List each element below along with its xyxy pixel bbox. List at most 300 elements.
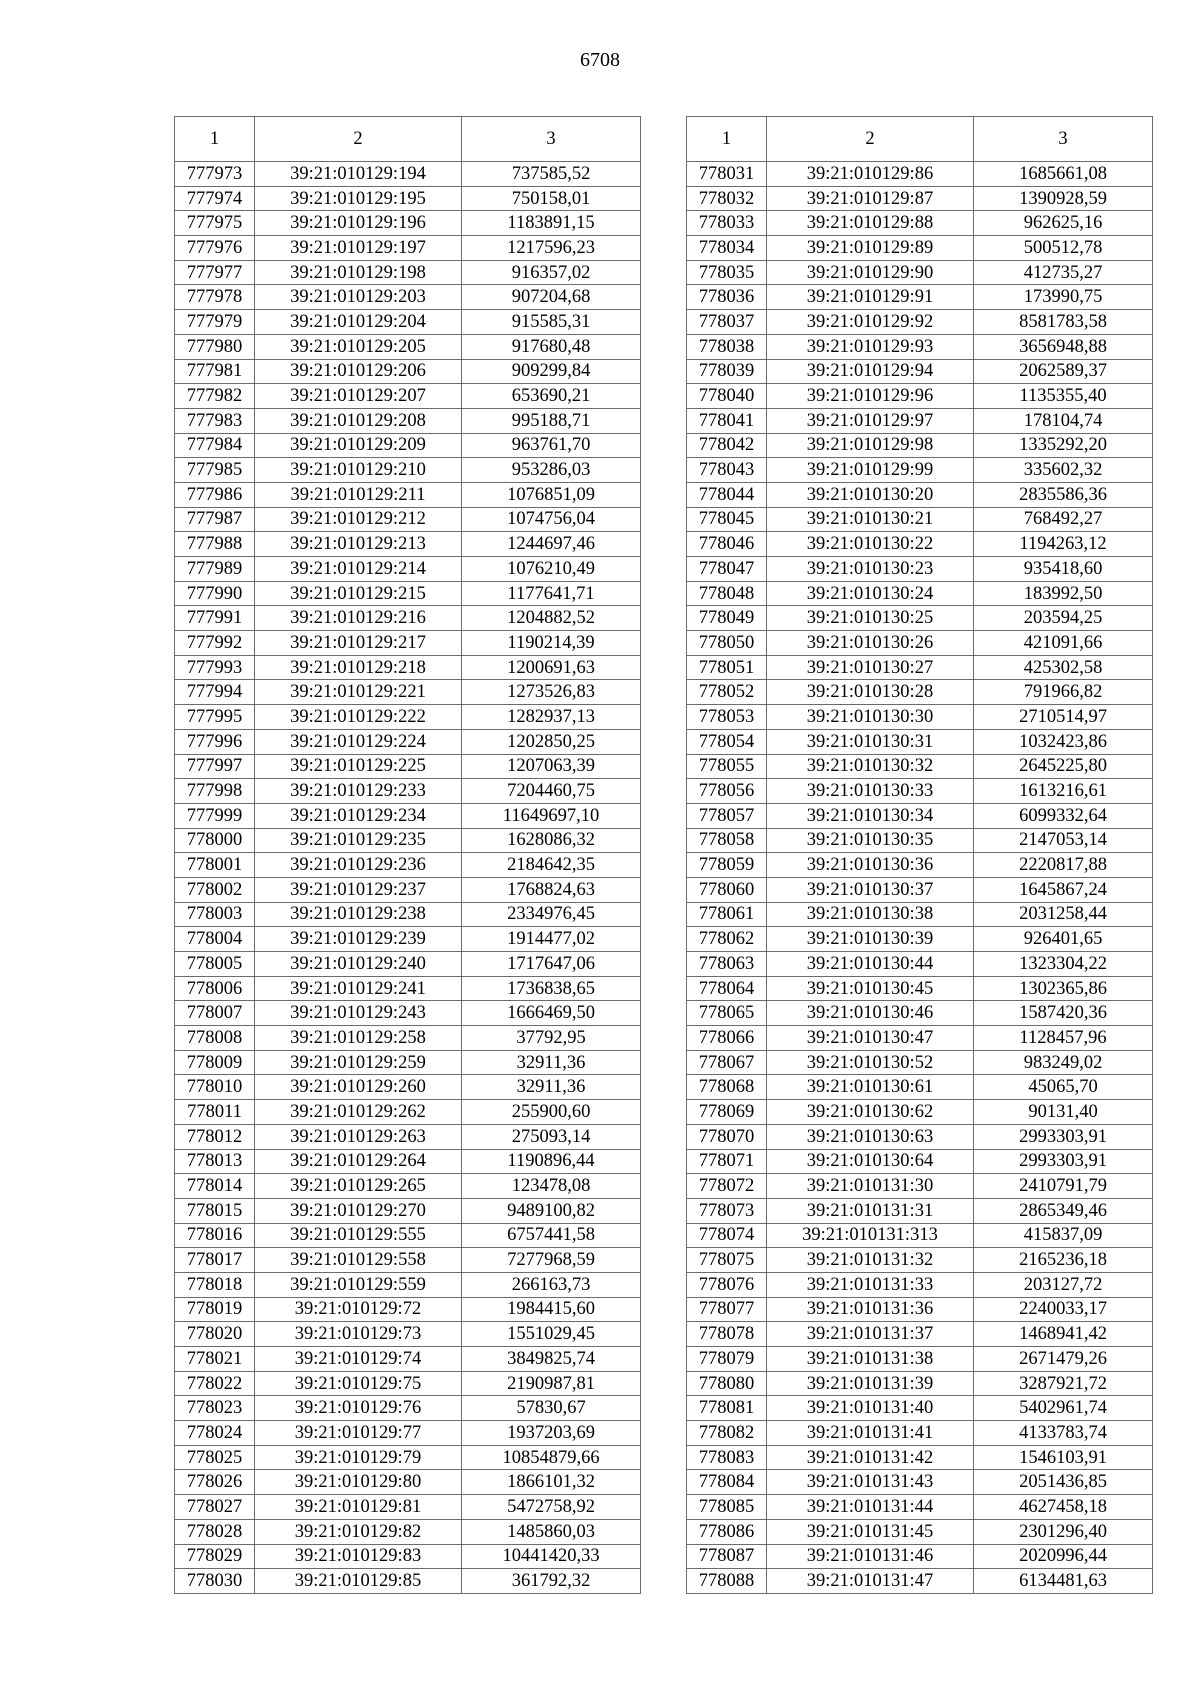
value-cell: 4627458,18	[974, 1495, 1153, 1520]
row-number-cell: 778038	[687, 334, 767, 359]
value-cell: 926401,65	[974, 927, 1153, 952]
row-number-cell: 777981	[175, 359, 255, 384]
row-number-cell: 778015	[175, 1198, 255, 1223]
table-row	[175, 285, 641, 310]
cadastral-number-cell: 39:21:010129:236	[255, 853, 462, 878]
row-number-cell: 777980	[175, 334, 255, 359]
value-cell: 1302365,86	[974, 976, 1153, 1001]
table-row	[175, 729, 641, 754]
table-row	[687, 1001, 1153, 1026]
row-number-cell: 778078	[687, 1322, 767, 1347]
table-row	[175, 1371, 641, 1396]
value-cell: 1190214,39	[462, 631, 641, 656]
table-row	[687, 1198, 1153, 1223]
table-row	[687, 1421, 1153, 1446]
row-number-cell: 778087	[687, 1544, 767, 1569]
table-row	[687, 631, 1153, 656]
row-number-cell: 778075	[687, 1248, 767, 1273]
row-number-cell: 778065	[687, 1001, 767, 1026]
value-cell: 791966,82	[974, 680, 1153, 705]
row-number-cell: 778072	[687, 1174, 767, 1199]
row-number-cell: 778063	[687, 952, 767, 977]
table-row	[687, 482, 1153, 507]
value-cell: 7277968,59	[462, 1248, 641, 1273]
row-number-cell: 778001	[175, 853, 255, 878]
row-number-cell: 777977	[175, 260, 255, 285]
table-row	[175, 1544, 641, 1569]
table-row	[175, 853, 641, 878]
table-row	[175, 902, 641, 927]
table-row	[175, 1223, 641, 1248]
value-cell: 1613216,61	[974, 779, 1153, 804]
table-row	[687, 334, 1153, 359]
value-cell: 8581783,58	[974, 310, 1153, 335]
table-row	[687, 1569, 1153, 1594]
value-cell: 1937203,69	[462, 1421, 641, 1446]
row-number-cell: 778068	[687, 1075, 767, 1100]
row-number-cell: 777998	[175, 779, 255, 804]
value-cell: 123478,08	[462, 1174, 641, 1199]
value-cell: 1914477,02	[462, 927, 641, 952]
table-row	[687, 952, 1153, 977]
cadastral-number-cell: 39:21:010130:23	[767, 557, 974, 582]
row-number-cell: 778012	[175, 1124, 255, 1149]
value-cell: 500512,78	[974, 236, 1153, 261]
cadastral-number-cell: 39:21:010129:196	[255, 211, 462, 236]
value-cell: 917680,48	[462, 334, 641, 359]
cadastral-number-cell: 39:21:010129:77	[255, 1421, 462, 1446]
value-cell: 1866101,32	[462, 1470, 641, 1495]
row-number-cell: 778046	[687, 532, 767, 557]
row-number-cell: 778054	[687, 729, 767, 754]
value-cell: 1183891,15	[462, 211, 641, 236]
value-cell: 907204,68	[462, 285, 641, 310]
cadastral-number-cell: 39:21:010130:25	[767, 606, 974, 631]
cadastral-number-cell: 39:21:010131:33	[767, 1272, 974, 1297]
table-row	[687, 1075, 1153, 1100]
cadastral-number-cell: 39:21:010131:45	[767, 1519, 974, 1544]
table-row	[687, 1026, 1153, 1051]
table-row	[687, 310, 1153, 335]
value-cell: 1076851,09	[462, 482, 641, 507]
row-number-cell: 778025	[175, 1445, 255, 1470]
row-number-cell: 778082	[687, 1421, 767, 1446]
value-cell: 32911,36	[462, 1050, 641, 1075]
value-cell: 1032423,86	[974, 729, 1153, 754]
value-cell: 2062589,37	[974, 359, 1153, 384]
row-number-cell: 778004	[175, 927, 255, 952]
table-row	[687, 581, 1153, 606]
cadastral-number-cell: 39:21:010130:45	[767, 976, 974, 1001]
row-number-cell: 778040	[687, 384, 767, 409]
row-number-cell: 778079	[687, 1347, 767, 1372]
cadastral-number-cell: 39:21:010129:73	[255, 1322, 462, 1347]
cadastral-number-cell: 39:21:010130:36	[767, 853, 974, 878]
value-cell: 255900,60	[462, 1100, 641, 1125]
cadastral-number-cell: 39:21:010131:47	[767, 1569, 974, 1594]
cadastral-number-cell: 39:21:010130:24	[767, 581, 974, 606]
value-cell: 750158,01	[462, 186, 641, 211]
value-cell: 178104,74	[974, 408, 1153, 433]
value-cell: 2220817,88	[974, 853, 1153, 878]
column-header-1: 1	[687, 117, 767, 162]
cadastral-number-cell: 39:21:010129:233	[255, 779, 462, 804]
value-cell: 5472758,92	[462, 1495, 641, 1520]
left-table-body	[175, 162, 641, 1594]
value-cell: 935418,60	[974, 557, 1153, 582]
cadastral-number-cell: 39:21:010131:32	[767, 1248, 974, 1273]
value-cell: 1717647,06	[462, 952, 641, 977]
table-row	[175, 557, 641, 582]
cadastral-number-cell: 39:21:010130:33	[767, 779, 974, 804]
table-row	[175, 1100, 641, 1125]
cadastral-number-cell: 39:21:010129:221	[255, 680, 462, 705]
table-row	[175, 1050, 641, 1075]
row-number-cell: 777989	[175, 557, 255, 582]
cadastral-number-cell: 39:21:010129:241	[255, 976, 462, 1001]
table-row	[687, 260, 1153, 285]
table-row	[687, 359, 1153, 384]
cadastral-number-cell: 39:21:010129:90	[767, 260, 974, 285]
cadastral-number-cell: 39:21:010129:204	[255, 310, 462, 335]
row-number-cell: 778013	[175, 1149, 255, 1174]
value-cell: 1485860,03	[462, 1519, 641, 1544]
cadastral-number-cell: 39:21:010130:28	[767, 680, 974, 705]
row-number-cell: 778003	[175, 902, 255, 927]
table-row	[687, 779, 1153, 804]
value-cell: 1076210,49	[462, 557, 641, 582]
value-cell: 6134481,63	[974, 1569, 1153, 1594]
column-header-2: 2	[767, 117, 974, 162]
row-number-cell: 778009	[175, 1050, 255, 1075]
row-number-cell: 777975	[175, 211, 255, 236]
row-number-cell: 778055	[687, 754, 767, 779]
table-row	[687, 902, 1153, 927]
table-row	[687, 236, 1153, 261]
row-number-cell: 778000	[175, 828, 255, 853]
cadastral-number-cell: 39:21:010129:235	[255, 828, 462, 853]
cadastral-number-cell: 39:21:010129:194	[255, 162, 462, 187]
table-row	[687, 754, 1153, 779]
row-number-cell: 778066	[687, 1026, 767, 1051]
table-row	[687, 877, 1153, 902]
row-number-cell: 777988	[175, 532, 255, 557]
table-row	[687, 186, 1153, 211]
row-number-cell: 777978	[175, 285, 255, 310]
table-row	[175, 1149, 641, 1174]
table-row	[175, 1495, 641, 1520]
value-cell: 1768824,63	[462, 877, 641, 902]
row-number-cell: 778059	[687, 853, 767, 878]
row-number-cell: 778033	[687, 211, 767, 236]
cadastral-number-cell: 39:21:010129:205	[255, 334, 462, 359]
row-number-cell: 777983	[175, 408, 255, 433]
cadastral-number-cell: 39:21:010130:52	[767, 1050, 974, 1075]
table-row	[175, 1124, 641, 1149]
value-cell: 1200691,63	[462, 655, 641, 680]
cadastral-number-cell: 39:21:010130:21	[767, 507, 974, 532]
cadastral-number-cell: 39:21:010129:210	[255, 458, 462, 483]
value-cell: 2240033,17	[974, 1297, 1153, 1322]
table-row	[175, 482, 641, 507]
cadastral-number-cell: 39:21:010129:92	[767, 310, 974, 335]
table-row	[175, 1470, 641, 1495]
cadastral-number-cell: 39:21:010129:85	[255, 1569, 462, 1594]
cadastral-number-cell: 39:21:010131:39	[767, 1371, 974, 1396]
table-row	[175, 1001, 641, 1026]
row-number-cell: 778074	[687, 1223, 767, 1248]
cadastral-number-cell: 39:21:010129:197	[255, 236, 462, 261]
table-row	[687, 1470, 1153, 1495]
cadastral-number-cell: 39:21:010129:76	[255, 1396, 462, 1421]
cadastral-number-cell: 39:21:010129:239	[255, 927, 462, 952]
row-number-cell: 778008	[175, 1026, 255, 1051]
row-number-cell: 778077	[687, 1297, 767, 1322]
cadastral-number-cell: 39:21:010129:555	[255, 1223, 462, 1248]
cadastral-number-cell: 39:21:010129:83	[255, 1544, 462, 1569]
row-number-cell: 778049	[687, 606, 767, 631]
table-row	[687, 705, 1153, 730]
value-cell: 90131,40	[974, 1100, 1153, 1125]
value-cell: 173990,75	[974, 285, 1153, 310]
value-cell: 737585,52	[462, 162, 641, 187]
value-cell: 412735,27	[974, 260, 1153, 285]
value-cell: 10441420,33	[462, 1544, 641, 1569]
row-number-cell: 777982	[175, 384, 255, 409]
cadastral-number-cell: 39:21:010129:72	[255, 1297, 462, 1322]
table-row	[175, 1421, 641, 1446]
row-number-cell: 778069	[687, 1100, 767, 1125]
row-number-cell: 778037	[687, 310, 767, 335]
row-number-cell: 778019	[175, 1297, 255, 1322]
cadastral-number-cell: 39:21:010129:222	[255, 705, 462, 730]
table-row	[175, 458, 641, 483]
value-cell: 37792,95	[462, 1026, 641, 1051]
value-cell: 1468941,42	[974, 1322, 1153, 1347]
cadastral-number-cell: 39:21:010129:93	[767, 334, 974, 359]
cadastral-number-cell: 39:21:010129:260	[255, 1075, 462, 1100]
cadastral-number-cell: 39:21:010129:81	[255, 1495, 462, 1520]
row-number-cell: 778026	[175, 1470, 255, 1495]
row-number-cell: 777993	[175, 655, 255, 680]
row-number-cell: 778052	[687, 680, 767, 705]
table-row	[175, 779, 641, 804]
cadastral-number-cell: 39:21:010129:207	[255, 384, 462, 409]
table-row	[175, 236, 641, 261]
cadastral-number-cell: 39:21:010129:88	[767, 211, 974, 236]
row-number-cell: 778024	[175, 1421, 255, 1446]
table-row	[175, 1347, 641, 1372]
table-row	[687, 828, 1153, 853]
cadastral-number-cell: 39:21:010131:36	[767, 1297, 974, 1322]
table-row	[687, 927, 1153, 952]
value-cell: 2051436,85	[974, 1470, 1153, 1495]
row-number-cell: 778081	[687, 1396, 767, 1421]
table-row	[175, 211, 641, 236]
value-cell: 1177641,71	[462, 581, 641, 606]
table-row	[687, 1322, 1153, 1347]
cadastral-number-cell: 39:21:010129:195	[255, 186, 462, 211]
table-row	[687, 384, 1153, 409]
row-number-cell: 777995	[175, 705, 255, 730]
table-row	[175, 334, 641, 359]
value-cell: 203594,25	[974, 606, 1153, 631]
cadastral-number-cell: 39:21:010129:234	[255, 803, 462, 828]
row-number-cell: 778030	[175, 1569, 255, 1594]
cadastral-number-cell: 39:21:010130:38	[767, 902, 974, 927]
row-number-cell: 778016	[175, 1223, 255, 1248]
cadastral-number-cell: 39:21:010131:40	[767, 1396, 974, 1421]
row-number-cell: 777973	[175, 162, 255, 187]
row-number-cell: 778021	[175, 1347, 255, 1372]
row-number-cell: 778061	[687, 902, 767, 927]
page-number: 6708	[580, 49, 620, 71]
cadastral-number-cell: 39:21:010129:264	[255, 1149, 462, 1174]
value-cell: 962625,16	[974, 211, 1153, 236]
cadastral-number-cell: 39:21:010130:46	[767, 1001, 974, 1026]
row-number-cell: 778031	[687, 162, 767, 187]
table-row	[687, 1544, 1153, 1569]
row-number-cell: 778011	[175, 1100, 255, 1125]
cadastral-number-cell: 39:21:010131:31	[767, 1198, 974, 1223]
cadastral-number-cell: 39:21:010129:262	[255, 1100, 462, 1125]
table-row	[687, 162, 1153, 187]
value-cell: 6757441,58	[462, 1223, 641, 1248]
table-row	[687, 211, 1153, 236]
row-number-cell: 778047	[687, 557, 767, 582]
row-number-cell: 778062	[687, 927, 767, 952]
row-number-cell: 778018	[175, 1272, 255, 1297]
table-row	[175, 581, 641, 606]
cadastral-number-cell: 39:21:010129:213	[255, 532, 462, 557]
cadastral-number-cell: 39:21:010129:237	[255, 877, 462, 902]
value-cell: 1335292,20	[974, 433, 1153, 458]
cadastral-number-cell: 39:21:010129:216	[255, 606, 462, 631]
cadastral-number-cell: 39:21:010129:265	[255, 1174, 462, 1199]
cadastral-number-cell: 39:21:010129:74	[255, 1347, 462, 1372]
row-number-cell: 778083	[687, 1445, 767, 1470]
table-row	[175, 162, 641, 187]
cadastral-number-cell: 39:21:010130:22	[767, 532, 974, 557]
table-row	[175, 927, 641, 952]
table-row	[175, 1198, 641, 1223]
row-number-cell: 777994	[175, 680, 255, 705]
table-row	[175, 310, 641, 335]
cadastral-number-cell: 39:21:010130:39	[767, 927, 974, 952]
value-cell: 983249,02	[974, 1050, 1153, 1075]
cadastral-number-cell: 39:21:010129:79	[255, 1445, 462, 1470]
value-cell: 335602,32	[974, 458, 1153, 483]
value-cell: 2190987,81	[462, 1371, 641, 1396]
left-table	[174, 116, 641, 1594]
table-row	[687, 1445, 1153, 1470]
row-number-cell: 778080	[687, 1371, 767, 1396]
value-cell: 2410791,79	[974, 1174, 1153, 1199]
row-number-cell: 777991	[175, 606, 255, 631]
value-cell: 916357,02	[462, 260, 641, 285]
row-number-cell: 778045	[687, 507, 767, 532]
row-number-cell: 778084	[687, 1470, 767, 1495]
cadastral-number-cell: 39:21:010131:42	[767, 1445, 974, 1470]
value-cell: 11649697,10	[462, 803, 641, 828]
row-number-cell: 778086	[687, 1519, 767, 1544]
cadastral-number-cell: 39:21:010130:20	[767, 482, 974, 507]
table-row	[687, 853, 1153, 878]
cadastral-number-cell: 39:21:010131:38	[767, 1347, 974, 1372]
row-number-cell: 778051	[687, 655, 767, 680]
cadastral-number-cell: 39:21:010129:86	[767, 162, 974, 187]
value-cell: 1666469,50	[462, 1001, 641, 1026]
value-cell: 1546103,91	[974, 1445, 1153, 1470]
row-number-cell: 778041	[687, 408, 767, 433]
row-number-cell: 778006	[175, 976, 255, 1001]
row-number-cell: 778034	[687, 236, 767, 261]
cadastral-number-cell: 39:21:010129:91	[767, 285, 974, 310]
cadastral-number-cell: 39:21:010130:63	[767, 1124, 974, 1149]
value-cell: 415837,09	[974, 1223, 1153, 1248]
value-cell: 2301296,40	[974, 1519, 1153, 1544]
cadastral-number-cell: 39:21:010129:225	[255, 754, 462, 779]
value-cell: 203127,72	[974, 1272, 1153, 1297]
value-cell: 10854879,66	[462, 1445, 641, 1470]
table-row	[687, 285, 1153, 310]
row-number-cell: 778043	[687, 458, 767, 483]
value-cell: 995188,71	[462, 408, 641, 433]
value-cell: 1244697,46	[462, 532, 641, 557]
table-row	[687, 532, 1153, 557]
table-row	[175, 359, 641, 384]
table-row	[687, 1495, 1153, 1520]
table-row	[687, 1519, 1153, 1544]
table-row	[175, 1026, 641, 1051]
table-row	[175, 1174, 641, 1199]
row-number-cell: 778073	[687, 1198, 767, 1223]
cadastral-number-cell: 39:21:010130:30	[767, 705, 974, 730]
cadastral-number-cell: 39:21:010129:217	[255, 631, 462, 656]
cadastral-number-cell: 39:21:010131:313	[767, 1223, 974, 1248]
cadastral-number-cell: 39:21:010130:32	[767, 754, 974, 779]
value-cell: 915585,31	[462, 310, 641, 335]
cadastral-number-cell: 39:21:010129:558	[255, 1248, 462, 1273]
value-cell: 2334976,45	[462, 902, 641, 927]
value-cell: 2993303,91	[974, 1149, 1153, 1174]
value-cell: 953286,03	[462, 458, 641, 483]
table-row	[687, 976, 1153, 1001]
table-row	[687, 1174, 1153, 1199]
table-header-row	[687, 117, 1153, 162]
row-number-cell: 778022	[175, 1371, 255, 1396]
cadastral-number-cell: 39:21:010129:87	[767, 186, 974, 211]
table-row	[175, 976, 641, 1001]
value-cell: 1135355,40	[974, 384, 1153, 409]
cadastral-number-cell: 39:21:010129:94	[767, 359, 974, 384]
cadastral-number-cell: 39:21:010129:215	[255, 581, 462, 606]
row-number-cell: 777979	[175, 310, 255, 335]
cadastral-number-cell: 39:21:010129:258	[255, 1026, 462, 1051]
table-row	[687, 408, 1153, 433]
value-cell: 421091,66	[974, 631, 1153, 656]
value-cell: 1273526,83	[462, 680, 641, 705]
cadastral-number-cell: 39:21:010129:209	[255, 433, 462, 458]
table-row	[687, 729, 1153, 754]
row-number-cell: 778005	[175, 952, 255, 977]
table-row	[175, 260, 641, 285]
row-number-cell: 778088	[687, 1569, 767, 1594]
row-number-cell: 777992	[175, 631, 255, 656]
table-row	[175, 433, 641, 458]
value-cell: 2671479,26	[974, 1347, 1153, 1372]
cadastral-number-cell: 39:21:010129:98	[767, 433, 974, 458]
